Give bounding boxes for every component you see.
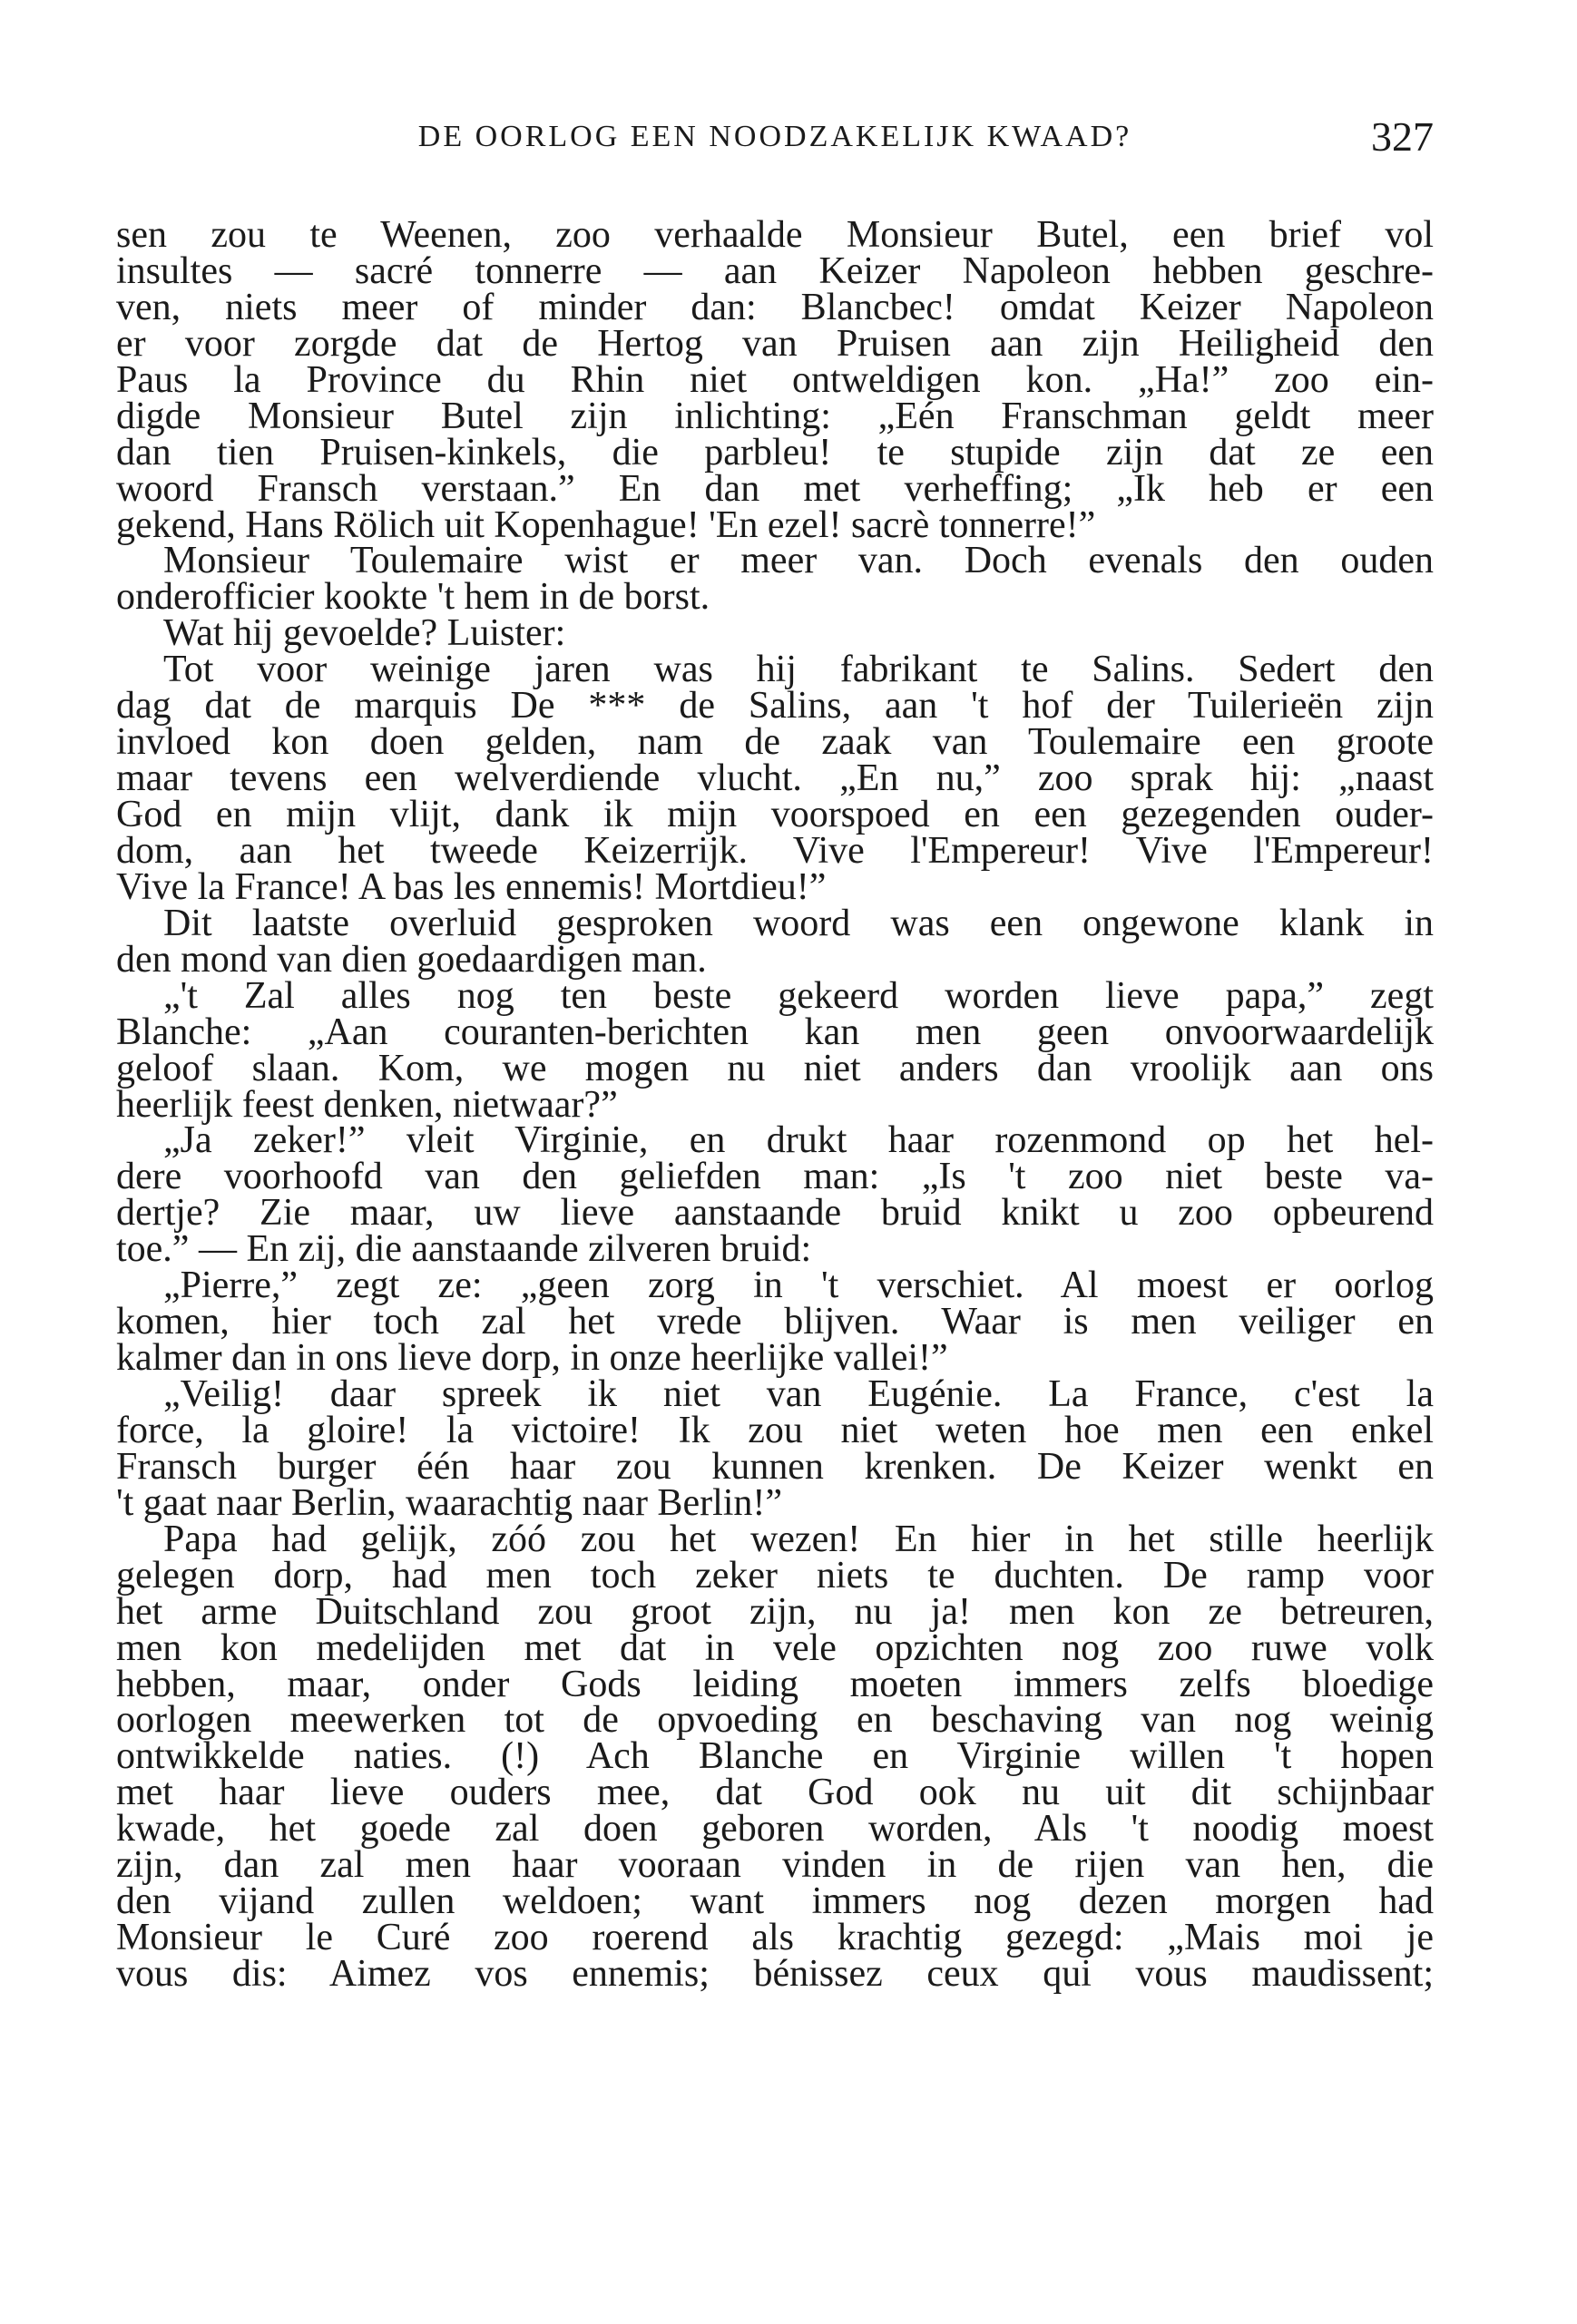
text-line: dertje? Zie maar, uw lieve aanstaande bruid knikt u zoo opbeurend [116,1192,1434,1235]
text-line: „Veilig! daar spreek ik niet van Eugénie. La France, c'est la [163,1373,1434,1415]
text-line: Wat hij gevoelde? Luister: [163,612,566,655]
text-line: „Pierre,” zegt ze: „geen zorg in 't verschiet. Al moest er oorlog [163,1265,1434,1307]
text-line: Tot voor weinige jaren was hij fabrikant te Salins. Sedert den [163,649,1434,691]
text-line: den vijand zullen weldoen; want immers nog dezen morgen had [116,1880,1434,1923]
text-line: zijn, dan zal men haar vooraan vinden in de rijen van hen, die [116,1844,1434,1887]
text-line: dere voorhoofd van den geliefden man: „Is 't zoo niet beste va- [116,1156,1434,1198]
text-line: force, la gloire! la victoire! Ik zou niet weten hoe men een enkel [116,1409,1434,1451]
text-line: Fransch burger één haar zou kunnen krenken. De Keizer wenkt en [116,1445,1434,1488]
text-line: insultes — sacré tonnerre — aan Keizer Napoleon hebben geschre- [116,249,1434,292]
text-line: Paus la Province du Rhin niet ontweldigen kon. „Ha!” zoo ein- [116,358,1434,401]
text-line: 't gaat naar Berlin, waarachtig naar Berlin!” [116,1481,783,1524]
text-line: onderofficier kookte 't hem in de borst. [116,576,710,619]
running-head [116,111,1434,165]
text-line: Papa had gelijk, zóó zou het wezen! En hier in het stille heerlijk [163,1518,1434,1560]
text-line: kalmer dan in ons lieve dorp, in onze heerlijke vallei!” [116,1337,948,1380]
text-line: invloed kon doen gelden, nam de zaak van Toulemaire een groote [116,721,1434,764]
text-line: ven, niets meer of minder dan: Blancbec! omdat Keizer Napoleon [116,286,1434,328]
text-line: men kon medelijden met dat in vele opzichten nog zoo ruwe volk [116,1626,1434,1669]
text-line: vous dis: Aimez vos ennemis; bénissez ceux qui vous maudissent; [116,1953,1434,1995]
text-line: dom, aan het tweede Keizerrijk. Vive l'Empereur! Vive l'Empereur! [116,829,1434,872]
text-line: Monsieur le Curé zoo roerend als krachtig gezegd: „Mais moi je [116,1917,1434,1959]
text-line: ontwikkelde naties. (!) Ach Blanche en Virginie willen 't hopen [116,1735,1434,1778]
text-line: Blanche: „Aan couranten-berichten kan men geen onvoorwaardelijk [116,1011,1434,1053]
running-title: DE OORLOG EEN NOODZAKELIJK KWAAD? [417,120,1132,153]
text-line: hebben, maar, onder Gods leiding moeten immers zelfs bloedige [116,1663,1434,1705]
text-line: „Ja zeker!” vleit Virginie, en drukt haar rozenmond op het hel- [163,1119,1434,1162]
text-line: digde Monsieur Butel zijn inlichting: „Eén Franschman geldt meer [116,395,1434,437]
text-line: dag dat de marquis De *** de Salins, aan 't hof der Tuilerieën zijn [116,685,1434,727]
text-line: den mond van dien goedaardigen man. [116,938,707,981]
text-line: gekend, Hans Rölich uit Kopenhague! 'En ezel! sacrè tonnerre!” [116,503,1096,546]
text-line: komen, hier toch zal het vrede blijven. Waar is men veiliger en [116,1301,1434,1343]
text-line: Vive la France! A bas les ennemis! Mortdieu!” [116,865,827,908]
page-number: 327 [1371,113,1434,160]
text-line: maar tevens een welverdiende vlucht. „En nu,” zoo sprak hij: „naast [116,757,1434,800]
text-line: Monsieur Toulemaire wist er meer van. Doch evenals den ouden [163,540,1434,582]
text-line: kwade, het goede zal doen geboren worden, Als 't noodig moest [116,1808,1434,1850]
text-line: sen zou te Weenen, zoo verhaalde Monsieur Butel, een brief vol [116,214,1434,256]
text-line: „'t Zal alles nog ten beste gekeerd worden lieve papa,” zegt [163,974,1434,1017]
text-line: God en mijn vlijt, dank ik mijn voorspoed en een gezegenden ouder- [116,794,1434,835]
text-line: het arme Duitschland zou groot zijn, nu ja! men kon ze betreuren, [116,1590,1434,1633]
text-line: heerlijk feest denken, nietwaar?” [116,1083,618,1126]
text-line: met haar lieve ouders mee, dat God ook nu uit dit schijnbaar [116,1772,1434,1814]
text-line: Dit laatste overluid gesproken woord was een ongewone klank in [163,902,1434,944]
text-line: er voor zorgde dat de Hertog van Pruisen aan zijn Heiligheid den [116,322,1434,365]
text-line: geloof slaan. Kom, we mogen nu niet anders dan vroolijk aan ons [116,1047,1434,1089]
text-line: toe.” — En zij, die aanstaande zilveren bruid: [116,1228,812,1271]
text-line: oorlogen meewerken tot de opvoeding en beschaving van nog weinig [116,1699,1434,1742]
body-text [116,214,1434,1995]
text-line: woord Fransch verstaan.” En dan met verheffing; „Ik heb er een [116,467,1434,510]
text-line: dan tien Pruisen-kinkels, die parbleu! te stupide zijn dat ze een [116,431,1434,474]
text-line: gelegen dorp, had men toch zeker niets te duchten. De ramp voor [116,1554,1434,1597]
